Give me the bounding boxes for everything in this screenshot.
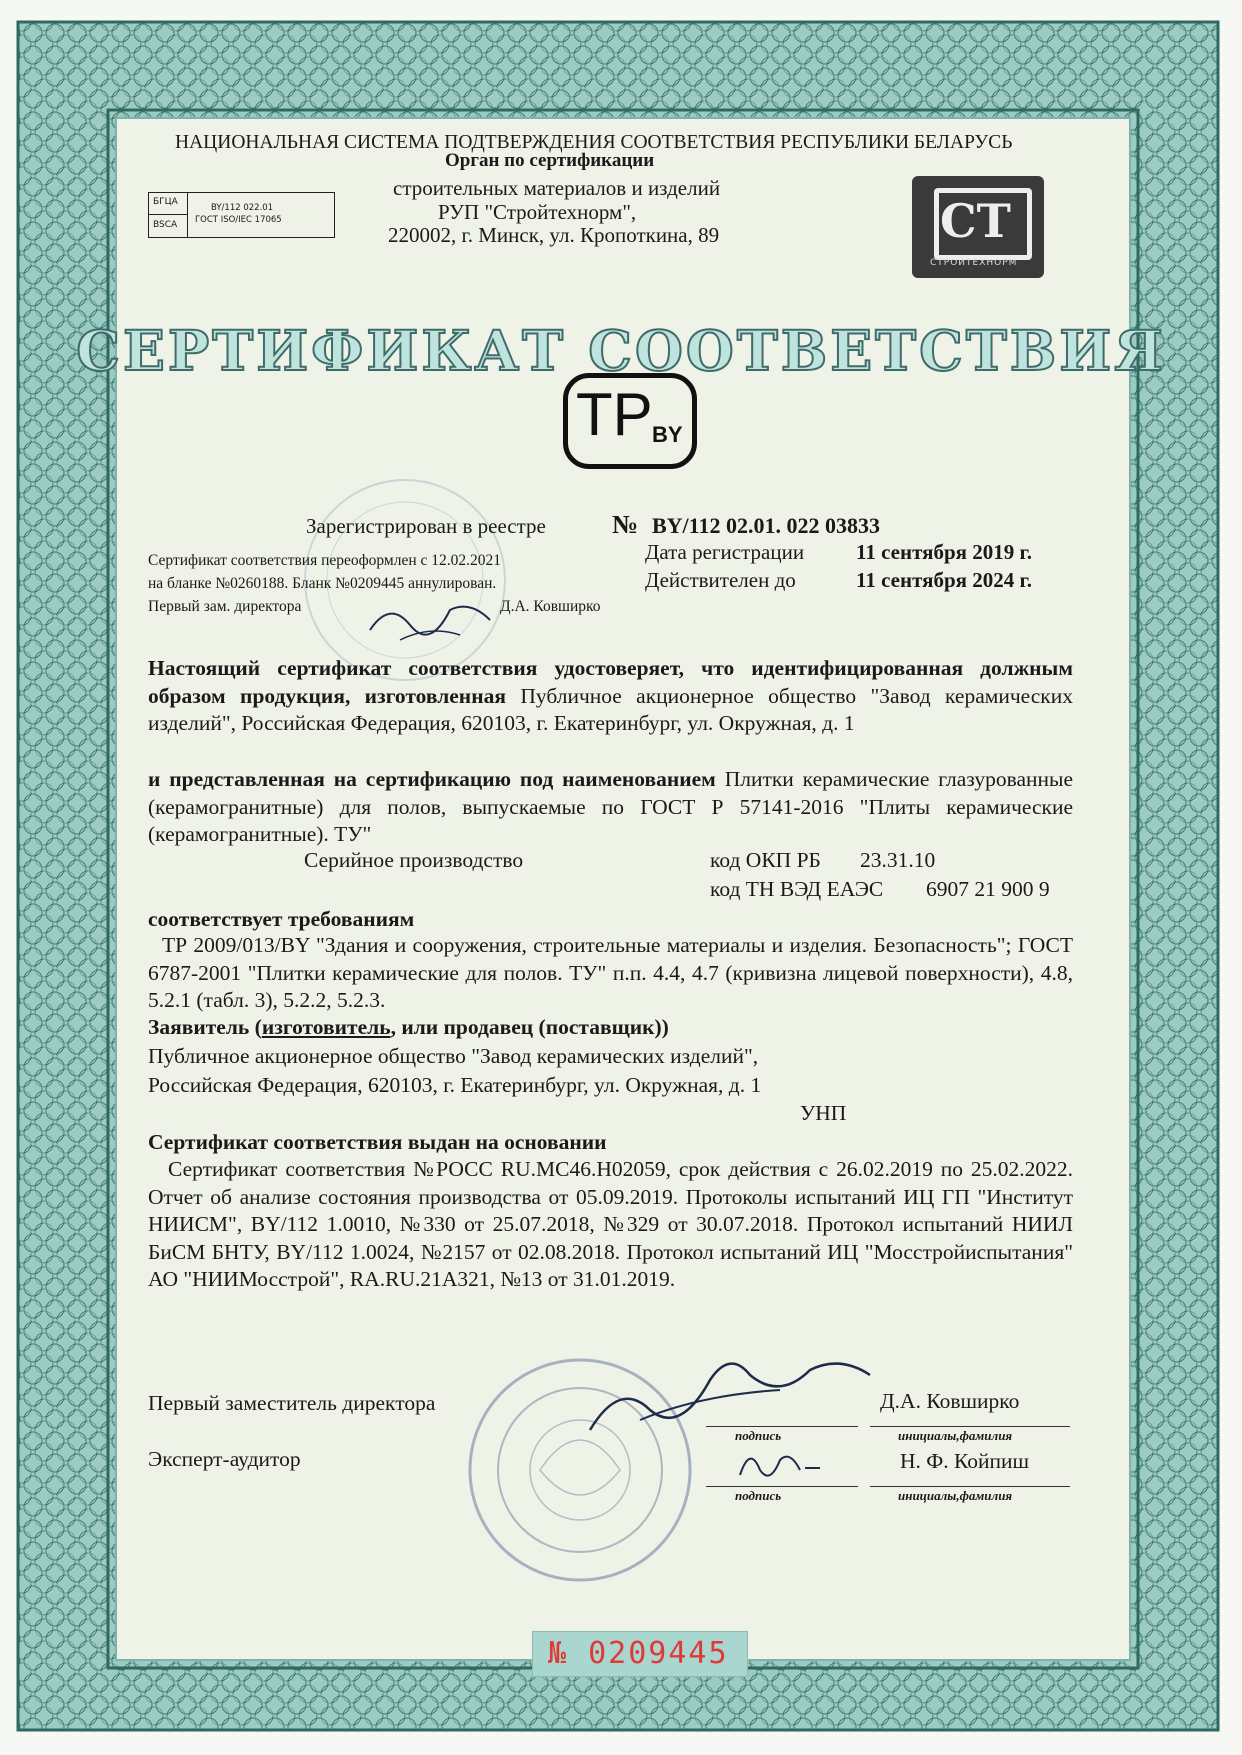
registry-label: Зарегистрирован в реестре xyxy=(306,514,546,538)
system-title: НАЦИОНАЛЬНАЯ СИСТЕМА ПОДТВЕРЖДЕНИЯ СООТВЕТСТВИЯ РЕСПУБЛИКИ БЕЛАРУСЬ xyxy=(175,132,1013,153)
org-line-4: 220002, г. Минск, ул. Кропоткина, 89 xyxy=(388,223,720,247)
accreditation-bottom: BSCA xyxy=(153,220,178,230)
product-paragraph xyxy=(148,655,1073,738)
director-signature xyxy=(580,1340,880,1450)
accreditation-standard: ГОСТ ISO/IEC 17065 xyxy=(195,215,282,225)
initials-caption-2: инициалы,фамилия xyxy=(898,1488,1013,1503)
tnved-code: 6907 21 900 9 xyxy=(926,877,1050,901)
applicant-line-1: Публичное акционерное общество "Завод керамических изделий", xyxy=(148,1044,759,1068)
unp-label: УНП xyxy=(800,1101,847,1125)
org-line-3: РУП "Стройтехнорм", xyxy=(438,200,637,224)
valid-until-date: 11 сентября 2024 г. xyxy=(856,568,1032,592)
sign-caption: подпись xyxy=(735,1428,782,1443)
requirements-heading: соответствует требованиям xyxy=(148,907,415,931)
expert-name-line xyxy=(870,1486,1070,1487)
accreditation-top: БГЦА xyxy=(153,197,178,207)
initials-caption: инициалы,фамилия xyxy=(898,1428,1013,1443)
reissue-line-1: Сертификат соответствия переоформлен с 12.02.2021 xyxy=(148,552,502,569)
product-name-paragraph xyxy=(148,766,1073,849)
accreditation-box xyxy=(148,192,335,238)
product-name: Плитки керамические глазурованные (керамогранитные) для полов, выпускаемые по ГОСТ Р 57141-2016 "Плиты керамические (керамогранитные). ТУ" xyxy=(148,767,1074,846)
tr-by-mark: TP BY xyxy=(563,373,697,469)
reg-date-label: Дата регистрации xyxy=(645,540,805,564)
applicant-line-2: Российская Федерация, 620103, г. Екатеринбург, ул. Окружная, д. 1 xyxy=(148,1073,762,1097)
certificate-title: СЕРТИФИКАТ СООТВЕТСТВИЯ xyxy=(76,318,1166,383)
basis-heading: Сертификат соответствия выдан на основании xyxy=(148,1130,607,1154)
expert-signature xyxy=(730,1440,830,1490)
org-line-2: строительных материалов и изделий xyxy=(393,176,721,200)
expert-label: Эксперт-аудитор xyxy=(148,1447,301,1471)
registry-number-prefix: № xyxy=(612,510,639,539)
basis-text: Сертификат соответствия №РОСС RU.МС46.Н02059, срок действия с 26.02.2019 по 25.02.2022. Отчет об анализе состояния производства от 05.09.2019. Протоколы испытаний ИЦ ГП "Институт НИИСМ", BY/112 1.0010, №330 от 25.07.2018, №329 от 30.07.2018. Протокол испытаний НИИЛ БиСМ БНТУ, BY/112 1.0024, №2157 от 02.08.2018. Протокол испытаний ИЦ "Мосстройиспытания" АО "НИИМосстрой", RA.RU.21A321, №13 от 31.01.2019. xyxy=(148,1157,1073,1291)
registry-number: BY/112 02.01. 022 03833 xyxy=(652,513,880,538)
director-name-line xyxy=(870,1426,1070,1427)
stroitekhnorm-logo: СТ СТРОЙТЕХНОРМ xyxy=(912,176,1044,278)
intro-bold: Настоящий сертификат соответствия удостоверяет, что идентифицированная должным образом продукция, изготовленная xyxy=(148,656,1073,708)
manufacturer: Публичное акционерное общество "Завод керамических изделий", Российская Федерация, 620103, г. Екатеринбург, ул. Окружная, д. 1 xyxy=(148,683,1073,735)
accreditation-number: BY/112 022.01 xyxy=(211,203,274,213)
expert-name: Н. Ф. Койпиш xyxy=(900,1449,1030,1473)
director-label: Первый заместитель директора xyxy=(148,1391,436,1415)
blank-number: № 0209445 xyxy=(548,1636,729,1671)
okp-label: код ОКП РБ xyxy=(710,848,821,872)
sign-caption-2: подпись xyxy=(735,1488,782,1503)
reissue-line-3-right: Д.А. Ковширко xyxy=(500,598,601,615)
production-type: Серийное производство xyxy=(304,848,524,872)
org-line-1: Орган по сертификации xyxy=(445,150,655,171)
presented-bold: и представленная на сертификацию под наименованием xyxy=(148,767,716,791)
applicant-heading: Заявитель (изготовитель, или продавец (поставщик)) xyxy=(148,1015,669,1039)
valid-until-label: Действителен до xyxy=(645,568,796,592)
reg-date: 11 сентября 2019 г. xyxy=(856,540,1032,564)
reissue-line-2: на бланке №0260188. Бланк №0209445 аннулирован. xyxy=(148,575,497,592)
tnved-label: код ТН ВЭД ЕАЭС xyxy=(710,877,884,901)
reissue-line-3-left: Первый зам. директора xyxy=(148,598,302,615)
requirements-text: ТР 2009/013/BY "Здания и сооружения, строительные материалы и изделия. Безопасность"; ГОСТ 6787-2001 "Плитки керамические для полов. ТУ" п.п. 4.4, 4.7 (кривизна лицевой поверхности), 4.8, 5.2.1 (табл. 3), 5.2.2, 5.2.3. xyxy=(148,933,1073,1012)
reissue-signature xyxy=(360,590,500,650)
director-name: Д.А. Ковширко xyxy=(880,1389,1020,1413)
okp-code: 23.31.10 xyxy=(860,848,936,872)
